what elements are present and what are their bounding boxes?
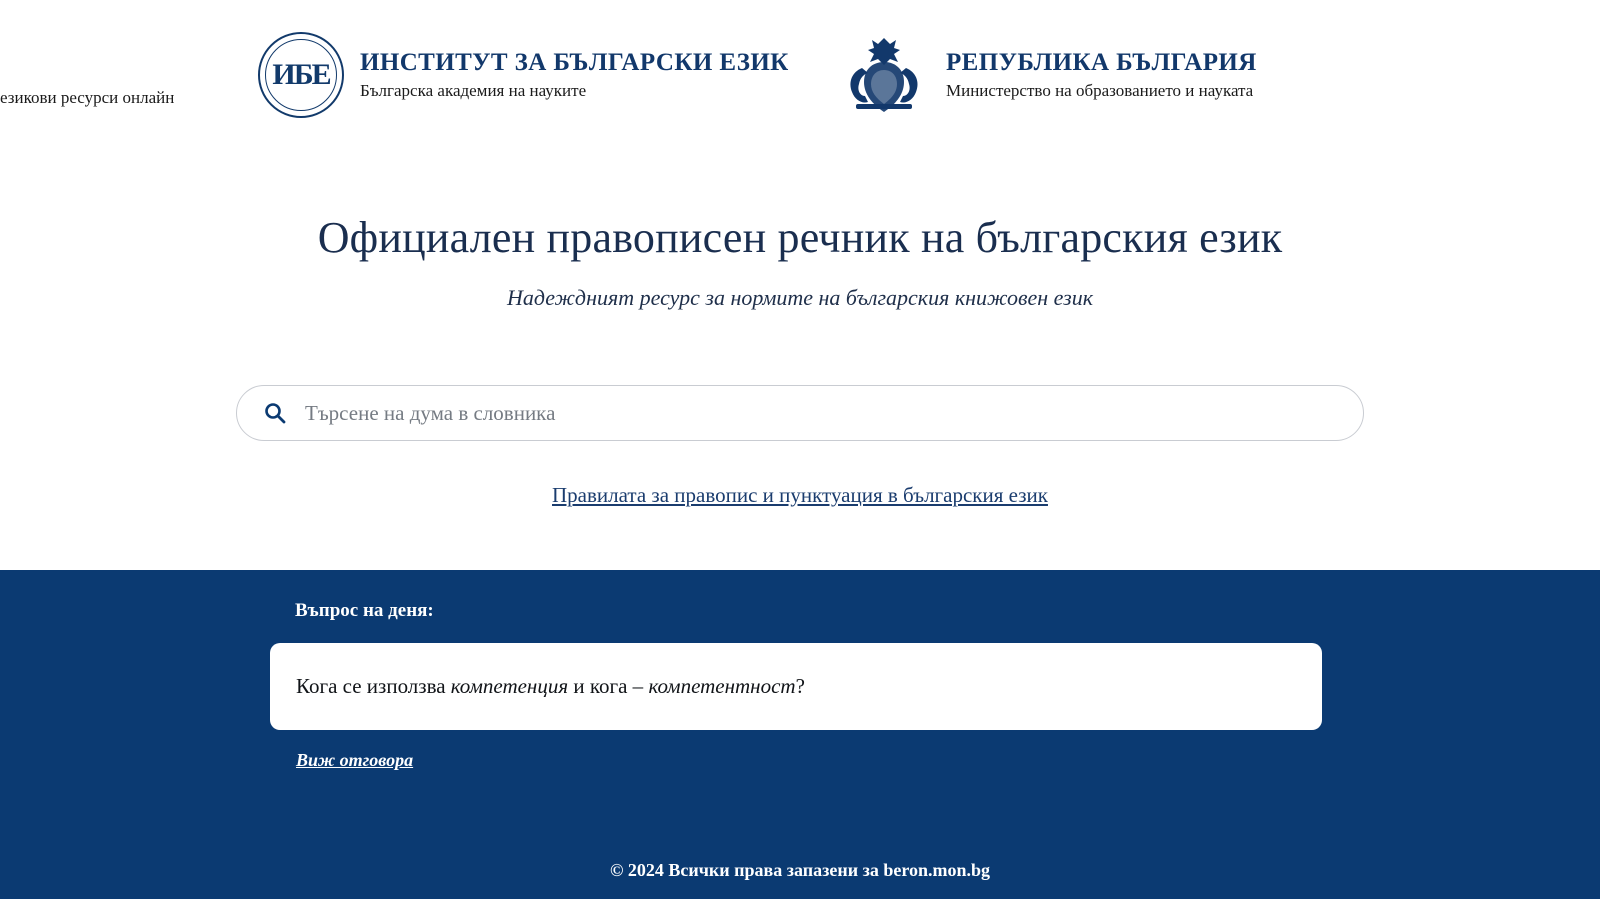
republic-subtitle: Министерство на образованието и науката — [946, 81, 1254, 101]
question-of-the-day-panel — [0, 570, 1600, 899]
institute-subtitle: Българска академия на науките — [360, 81, 587, 101]
qotd-term-two: компетентност — [648, 674, 796, 698]
republic-title: РЕПУБЛИКА БЪЛГАРИЯ — [946, 48, 1257, 76]
republic-logo-block[interactable] — [838, 32, 1257, 118]
qotd-question-suffix: ? — [795, 674, 805, 698]
qotd-card — [270, 643, 1322, 730]
site-header — [0, 0, 1600, 140]
hero-section — [0, 140, 1600, 311]
rules-link[interactable]: Правилата за правопис и пунктуация в българския език — [552, 483, 1048, 507]
page-title: Официален правописен речник на българския език — [317, 213, 1283, 262]
search-input[interactable] — [303, 400, 1337, 427]
ibe-seal-icon — [258, 32, 344, 118]
search-icon — [263, 401, 287, 425]
qotd-question-prefix: Кога се използва — [296, 674, 451, 698]
republic-text — [946, 49, 1257, 102]
rules-link-wrap — [0, 483, 1600, 508]
qotd-term-one: компетенция — [450, 674, 569, 698]
page-subtitle: Надеждният ресурс за нормите на българския книжовен език — [506, 285, 1094, 310]
institute-logo-block[interactable] — [258, 32, 789, 118]
qotd-question-middle: и кога – — [568, 674, 649, 698]
search-section — [236, 385, 1364, 441]
institute-title: ИНСТИТУТ ЗА БЪЛГАРСКИ ЕЗИК — [360, 48, 789, 76]
qotd-label: Въпрос на деня: — [295, 600, 434, 621]
brand-tagline: езикови ресурси онлайн — [0, 88, 175, 107]
bulgaria-coat-of-arms-icon — [838, 32, 930, 118]
qotd-question — [270, 674, 805, 699]
footer-copyright: © 2024 Всички права запазени за beron.mon.bg — [609, 860, 991, 880]
search-box[interactable] — [236, 385, 1364, 441]
institute-text — [360, 49, 789, 102]
see-answer-link[interactable]: Виж отговора — [296, 750, 414, 770]
ibe-seal-initials: ИБЕ — [272, 58, 330, 91]
